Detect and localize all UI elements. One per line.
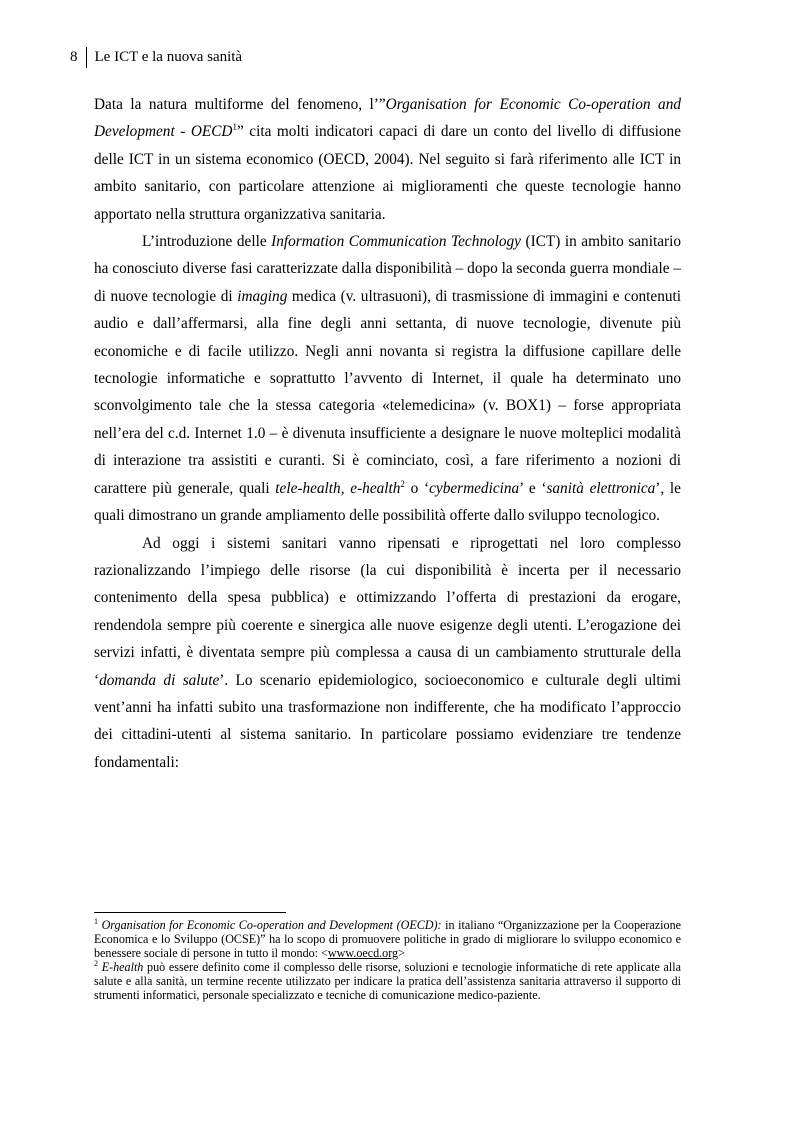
italic-run: Organisation for Economic Co-operation and Development (OECD): [101,918,442,932]
text-run: Data la natura multiforme del fenomeno, l’” [94,96,386,113]
text-run: Ad oggi i sistemi sanitari vanno ripensati e riprogettati nel loro complesso razionalizzando l’impiego delle risorse (la cui disponibilità è incerta per il necessario contenimento della spesa pubblica) e ottimizzando l’offerta di prestazioni da erogare, rendendola sempre più coerente e sinergica alle nuove esigenze degli utenti. L’erogazione dei servizi infatti, è diventata sempre più complessa a causa di un cambiamento strutturale della ‘ [94,534,681,689]
italic-run: imaging [237,287,288,305]
running-header [70,46,242,68]
oecd-link[interactable]: www.oecd.org [327,946,399,960]
text-run: L’introduzione delle [142,233,272,251]
italic-run: e-health [350,479,401,497]
italic-run: E-health [101,960,144,974]
italic-run: Information Communication Technology [271,233,521,251]
italic-run: tele-health [275,479,341,497]
text-run: in italiano “Organizzazione per la Cooperazione Economica e lo Sviluppo (OCSE)” ha lo scopo di promuovere politiche in grado di migliorare lo sviluppo economico e benessere sociale di persone in tutto il mondo: < [94,918,681,960]
text-run: , [340,479,351,497]
footnote-ref-2[interactable]: 2 [400,478,405,489]
text-run: o ‘ [404,479,430,497]
text-run: ” cita molti indicatori capaci di dare un conto del livello di diffusione delle ICT in un sistema economico (OECD, 2004). Nel seguito si farà riferimento alle ICT in ambito sanitario, con particolare attenzione ai miglioramenti che queste tecnologie hanno apportato nella struttura organizzativa sanitaria. [94,123,681,223]
paragraph-3 [94,530,681,777]
footnote-separator [94,912,286,913]
header-divider [86,47,87,68]
italic-run: Organisation for Economic Co-operation and Development - OECD [94,96,681,141]
footnote-2 [94,960,681,1002]
italic-run: sanità elettronica [546,479,656,497]
text-run: può essere definito come il complesso delle risorse, soluzioni e tecnologie informatiche di rete applicate alla salute e alla sanità, un termine recente utilizzato per indicare la pratica dell’assistenza sanitaria attraverso il supporto di strumenti informatici, personale specializzato e tecniche di comunicazione medico-paziente. [94,960,681,1002]
footnote-ref-1[interactable]: 1 [232,122,237,133]
paragraph-2 [94,228,681,529]
text-run: ’, le quali dimostrano un grande ampliamento delle possibilità offerte dallo sviluppo tecnologico. [94,479,681,525]
footnote-number: 1 [94,916,98,926]
text-run: (ICT) in ambito sanitario ha conosciuto diverse fasi caratterizzate dalla disponibilità – dopo la seconda guerra mondiale – di nuove tecnologie di [94,233,681,305]
footnote-1 [94,918,681,960]
text-run: > [398,946,405,960]
footnotes [94,918,681,1002]
page-number: 8 [70,48,78,65]
italic-run: cybermedicina [429,479,520,497]
text-run: ’ e ‘ [519,479,547,497]
text-run: ’. Lo scenario epidemiologico, socioeconomico e culturale degli ultimi vent’anni ha infatti subito una trasformazione non indifferente, che ha modificato l’approccio dei cittadini-utenti al sistema sanitario. In particolare possiamo evidenziare tre tendenze fondamentali: [94,671,681,771]
paragraph-1 [94,91,681,228]
body-text [94,91,681,776]
footnote-number: 2 [94,958,98,968]
running-title: Le ICT e la nuova sanità [94,48,243,65]
text-run: medica (v. ultrasuoni), di trasmissione di immagini e contenuti audio e dall’affermarsi, alla fine degli anni settanta, di nuove tecnologie, divenute più economiche e di facile utilizzo. Negli anni novanta si registra la diffusione capillare delle tecnologie informatiche e soprattutto l’avvento di Internet, il quale ha determinato uno sconvolgimento tale che la stessa categoria «telemedicina» (v. BOX1) – forse appropriata nell’era del c.d. Internet 1.0 – è divenuta insufficiente a designare le nuove molteplici modalità di interazione tra assistiti e curanti. Si è cominciato, così, a fare riferimento a nozioni di carattere più generale, quali [94,287,681,497]
italic-run: domanda di salute [99,671,220,689]
